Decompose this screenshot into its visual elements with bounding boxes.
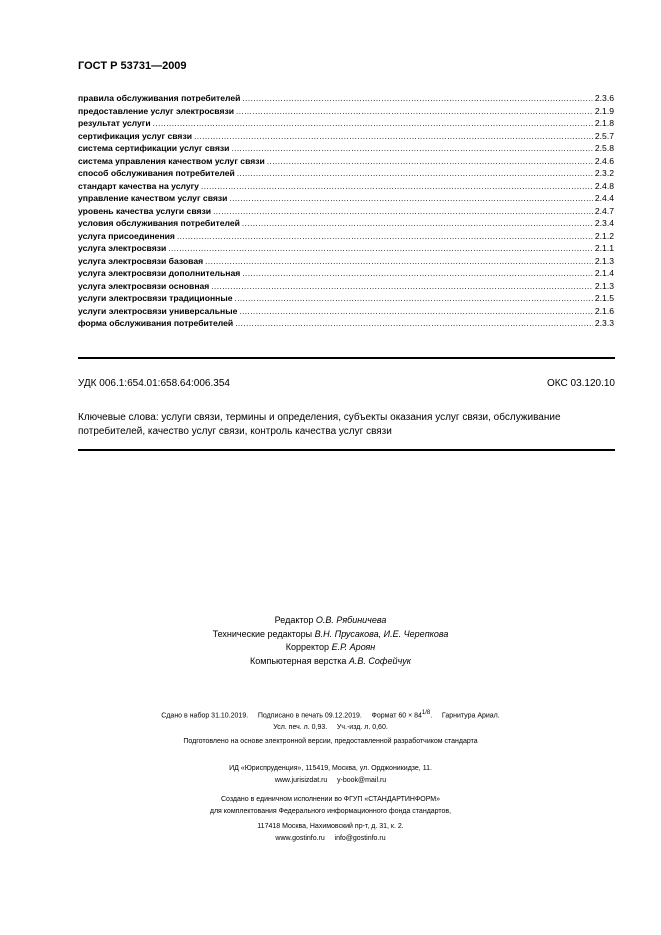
index-leader-dots [194, 131, 593, 144]
index-leader-dots [205, 256, 593, 269]
index-reference: 2.5.8 [594, 143, 614, 153]
publisher-info: ИД «Юриспруденция», 115419, Москва, ул. Орджоникидзе, 11. www.jurisizdat.ru y-book@mail.ru [229, 765, 432, 784]
index-reference: 2.1.3 [594, 280, 614, 291]
index-reference: 2.5.7 [594, 130, 614, 141]
tech-editors-names: В.Н. Прусакова, И.Е. Черепкова [314, 628, 449, 639]
page-header: ГОСТ Р 53731—2009 [78, 60, 187, 72]
index-reference: 2.4.8 [594, 180, 614, 191]
index-reference: 2.4.6 [594, 155, 614, 166]
index-leader-dots [153, 118, 593, 131]
index-leader-dots [242, 218, 593, 231]
index-term: предоставление услуг электросвязи [78, 105, 235, 116]
index-row [78, 267, 614, 280]
index-reference: 2.3.6 [594, 93, 614, 103]
index-leader-dots [237, 168, 593, 181]
index-term: услуга присоединения [78, 230, 175, 241]
index-row [78, 292, 614, 305]
index-row [78, 242, 614, 255]
index-leader-dots [242, 268, 593, 281]
index-row [78, 130, 614, 143]
layout-name: А.В. Софейчук [348, 655, 411, 666]
corrector-line: Корректор Е.Р. Ароян [285, 642, 376, 652]
prepared-note: Подготовлено на основе электронной версии, предоставленной разработчиком стандарта [183, 738, 478, 745]
index-reference: 2.1.8 [594, 118, 614, 128]
index-leader-dots [211, 281, 593, 294]
pub-line-1: Сдано в набор 31.10.2019. Подписано в печать 09.12.2019. Формат $60 \times 84^{1/8}$. Гарнитура Ариал. [161, 710, 500, 720]
index-row [78, 205, 614, 218]
index-reference: 2.3.4 [594, 218, 614, 228]
index-row [78, 192, 614, 205]
index-term: услуга электросвязи основная [78, 280, 210, 291]
index-row [78, 167, 614, 180]
layout-line: Компьютерная верстка А.В. Софейчук [250, 655, 411, 666]
index-row [78, 105, 614, 118]
index-term: способ обслуживания потребителей [78, 168, 235, 178]
index-leader-dots [239, 306, 593, 319]
credits-block [0, 614, 661, 668]
index-term: услуги электросвязи универсальные [78, 305, 238, 316]
index-term: стандарт качества на услугу [78, 180, 199, 191]
index-row [78, 317, 614, 330]
index-leader-dots [242, 93, 592, 106]
index-term: услуга электросвязи дополнительная [78, 268, 241, 278]
alphabetical-index [78, 92, 614, 330]
index-reference: 2.4.4 [594, 193, 614, 203]
udk-code: УДК 006.1:654.01:658.64:006.354 [78, 378, 230, 389]
index-row [78, 92, 614, 105]
index-leader-dots [177, 231, 593, 244]
index-term: условия обслуживания потребителей [78, 218, 240, 228]
index-term: сертификация услуг связи [78, 130, 192, 141]
index-term: система сертификации услуг связи [78, 143, 230, 153]
index-reference: 2.1.4 [594, 268, 614, 278]
index-term: уровень качества услуги связи [78, 205, 212, 216]
index-term: услуга электросвязи базовая [78, 255, 204, 266]
index-row [78, 142, 614, 155]
index-row [78, 155, 614, 168]
index-leader-dots [267, 156, 593, 169]
index-term: услуги электросвязи традиционные [78, 293, 233, 303]
index-row [78, 217, 614, 230]
index-leader-dots [234, 293, 592, 306]
index-term: система управления качеством услуг связи [78, 155, 265, 166]
tech-editors-line: Технические редакторы В.Н. Прусакова, И.Е. Черепкова [212, 628, 449, 639]
publication-info [0, 707, 661, 734]
index-leader-dots [235, 318, 593, 331]
format-fraction: 1/8 [421, 710, 431, 716]
oks-code: ОКС 03.120.10 [547, 378, 615, 389]
classification-row [78, 378, 615, 389]
index-reference: 2.1.1 [594, 243, 614, 253]
index-leader-dots [168, 243, 593, 256]
keywords: Ключевые слова: услуги связи, термины и определения, субъекты оказания услуг связи, обслуживание потребителей, качество услуг связи, контроль качества услуг связи [78, 412, 561, 437]
index-term: услуга электросвязи [78, 243, 167, 253]
index-reference: 2.4.7 [594, 205, 614, 216]
index-row [78, 280, 614, 293]
index-leader-dots [229, 193, 592, 206]
index-term: форма обслуживания потребителей [78, 318, 234, 328]
index-reference: 2.1.2 [594, 230, 614, 241]
index-term: правила обслуживания потребителей [78, 93, 241, 103]
divider-bottom [78, 449, 615, 451]
index-row [78, 117, 614, 130]
index-row [78, 255, 614, 268]
corrector-name: Е.Р. Ароян [331, 642, 376, 652]
index-leader-dots [236, 106, 593, 119]
index-row [78, 180, 614, 193]
index-term: управление качеством услуг связи [78, 193, 228, 203]
index-leader-dots [213, 206, 593, 219]
index-reference: 2.3.2 [594, 168, 614, 178]
index-reference: 2.3.3 [594, 318, 614, 328]
index-reference: 2.1.6 [594, 305, 614, 316]
index-reference: 2.1.5 [594, 293, 614, 303]
index-term: результат услуги [78, 118, 151, 128]
pub-line-2: Усл. печ. л. 0,93. Уч.-изд. л. 0,60. [273, 724, 388, 732]
editor-line: Редактор О.В. Рябиничева [274, 615, 387, 625]
index-row [78, 230, 614, 243]
index-reference: 2.1.9 [594, 105, 614, 116]
index-leader-dots [201, 181, 593, 194]
divider-top [78, 357, 615, 359]
printer-info: Создано в единичном исполнении во ФГУП «СТАНДАРТИНФОРМ» для комплектования Федерального информационного фонда стандартов, 117418 Москва, Нахимовский пр-т, д. 31, к. 2. www.gostinfo.ru info@gostinfo.ru [209, 796, 452, 842]
index-leader-dots [231, 143, 592, 156]
index-reference: 2.1.3 [594, 255, 614, 266]
index-row [78, 305, 614, 318]
editor-name: О.В. Рябиничева [315, 615, 387, 625]
